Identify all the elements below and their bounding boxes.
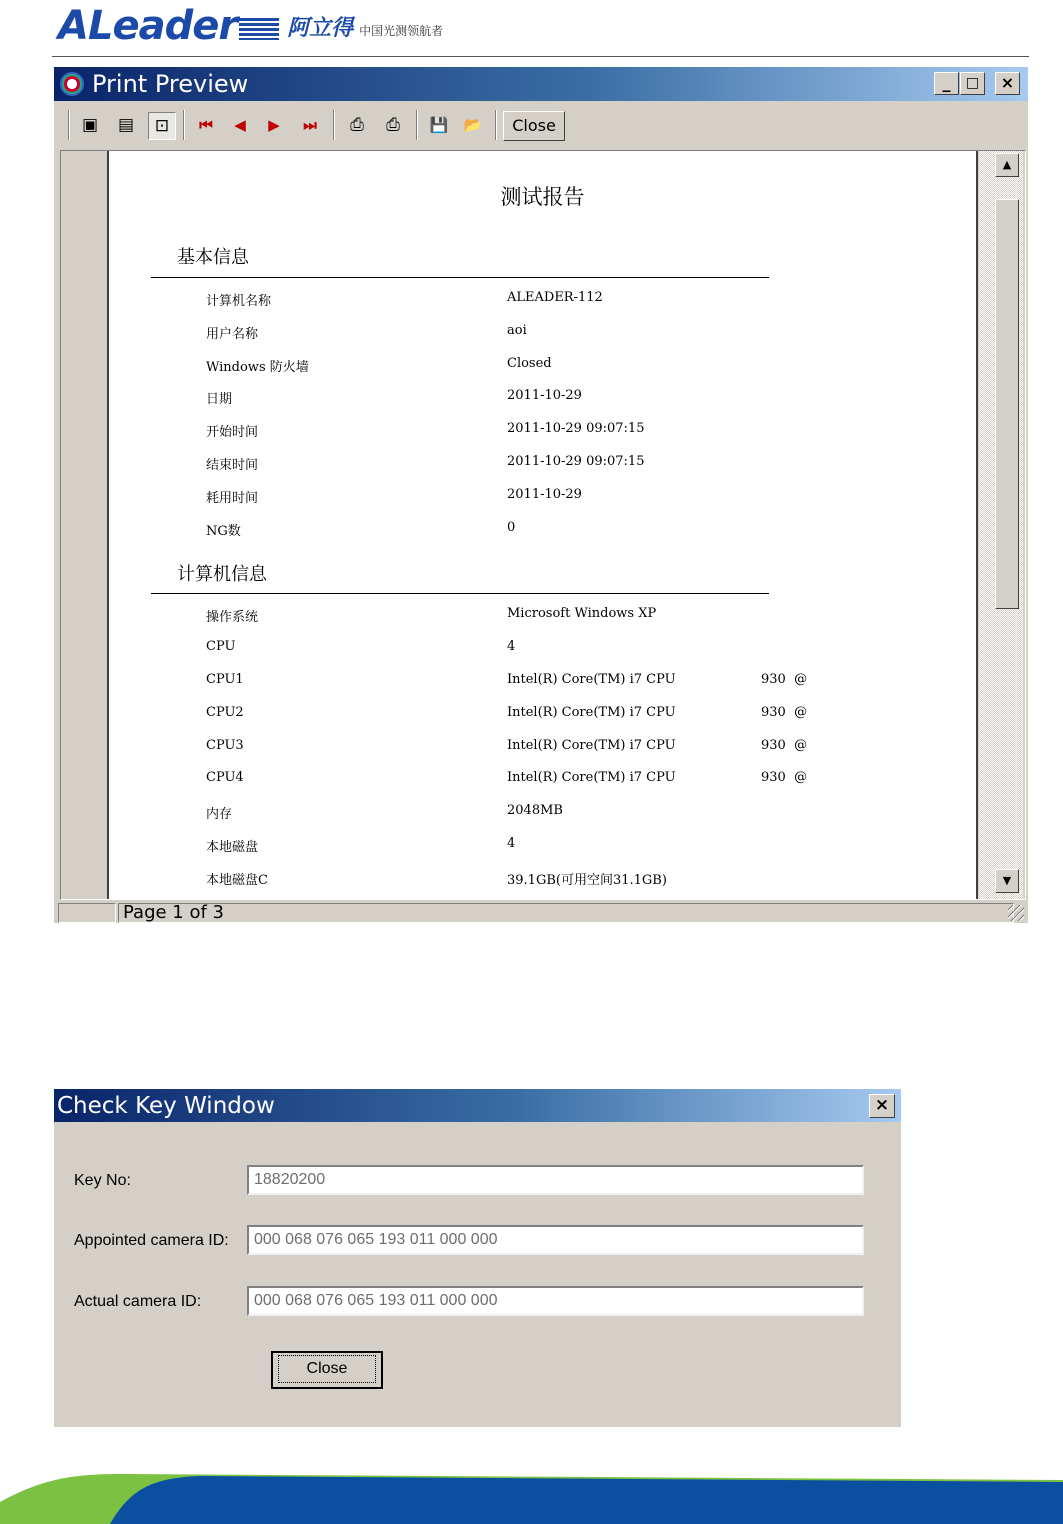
section-rule	[151, 277, 769, 278]
footer-swoosh	[0, 1440, 1063, 1524]
print-preview-window	[54, 67, 1028, 923]
scroll-down-icon[interactable]: ▼	[995, 869, 1019, 893]
minimize-button[interactable]: _	[934, 72, 959, 95]
report-row	[109, 803, 976, 823]
report-row-label: CPU4	[206, 770, 244, 785]
maximize-button[interactable]: □	[960, 72, 985, 95]
save-icon[interactable]: 💾	[429, 116, 449, 134]
company-logo	[58, 4, 443, 48]
report-row	[109, 454, 976, 474]
previous-page-icon[interactable]: ◀	[234, 116, 246, 134]
report-row-label: NG数	[206, 524, 241, 539]
report-row-extra: 930 @	[761, 770, 808, 785]
print-icon[interactable]: ⎙	[386, 115, 400, 135]
resize-grip-icon[interactable]	[1008, 905, 1024, 921]
report-row-label: 本地磁盘C	[206, 873, 268, 888]
report-row-label: CPU	[206, 639, 236, 654]
logo-tagline: 中国光测领航者	[359, 24, 444, 38]
vertical-scrollbar[interactable]	[979, 151, 1023, 899]
toolbar-separator	[68, 110, 70, 140]
scroll-up-icon[interactable]: ▲	[995, 153, 1019, 177]
header-divider	[52, 56, 1029, 57]
report-page	[109, 151, 978, 899]
page-view-icon[interactable]: ▣	[81, 115, 99, 135]
print-preview-title: Print Preview	[92, 70, 249, 98]
report-row-value: Intel(R) Core(TM) i7 CPU	[507, 738, 676, 753]
toolbar-separator	[333, 110, 335, 140]
report-row	[109, 290, 976, 310]
report-row-label: 操作系统	[206, 610, 259, 625]
report-row-value: aoi	[507, 323, 527, 338]
print-setup-icon[interactable]: ⎙	[350, 115, 364, 135]
report-row-value: 2011-10-29	[507, 487, 582, 502]
report-row-extra: 930 @	[761, 705, 808, 720]
page-gutter	[61, 151, 109, 899]
toolbar-separator	[183, 110, 185, 140]
close-button-label: Close	[278, 1355, 376, 1383]
actual-camera-id-label: Actual camera ID:	[74, 1293, 202, 1310]
report-row	[109, 705, 976, 725]
report-row-value: 2011-10-29 09:07:15	[507, 421, 645, 436]
report-row	[109, 388, 976, 408]
list-view-icon[interactable]: ▤	[117, 115, 135, 135]
close-icon[interactable]: ×	[869, 1094, 895, 1118]
appointed-camera-id-label: Appointed camera ID:	[74, 1232, 229, 1249]
check-key-title-bar[interactable]	[54, 1089, 901, 1122]
report-row-label: 内存	[206, 807, 233, 822]
preview-close-button[interactable]: Close	[503, 111, 565, 141]
logo-chinese-name: 阿立得	[287, 16, 354, 41]
report-row-value: 2048MB	[507, 803, 563, 818]
report-row-label: 结束时间	[206, 458, 259, 473]
report-row-label: CPU3	[206, 738, 244, 753]
print-preview-title-bar[interactable]	[54, 67, 1028, 101]
status-cell	[58, 903, 116, 923]
report-section-heading: 计算机信息	[177, 564, 267, 585]
report-row	[109, 738, 976, 758]
report-row	[109, 421, 976, 441]
report-row-value: Intel(R) Core(TM) i7 CPU	[507, 672, 676, 687]
check-key-title: Check Key Window	[57, 1093, 275, 1119]
report-title: 测试报告	[500, 185, 585, 209]
next-page-icon[interactable]: ▶	[268, 116, 280, 134]
preview-viewport	[60, 150, 1026, 900]
report-row-value: 4	[507, 836, 516, 851]
last-page-icon[interactable]: ⏭	[303, 116, 317, 134]
report-row-value: 2011-10-29 09:07:15	[507, 454, 645, 469]
app-icon	[60, 72, 84, 96]
report-section-heading: 基本信息	[177, 247, 249, 268]
actual-camera-id-field[interactable]	[247, 1286, 864, 1316]
report-row-value: 4	[507, 639, 516, 654]
report-row-value: 0	[507, 520, 516, 535]
section-rule	[151, 593, 769, 594]
report-row-label: 计算机名称	[206, 294, 272, 309]
logo-stripes	[239, 18, 279, 40]
report-row-extra: 930 @	[761, 738, 808, 753]
toolbar-separator	[416, 110, 418, 140]
check-key-window	[54, 1089, 901, 1427]
report-row-value: 39.1GB(可用空间31.1GB)	[507, 873, 667, 888]
report-row	[109, 639, 976, 659]
page-indicator: Page 1 of 3	[118, 903, 1014, 923]
close-window-button[interactable]: ×	[995, 72, 1020, 95]
report-row	[109, 672, 976, 692]
report-row-label: 用户名称	[206, 327, 259, 342]
status-bar	[54, 901, 1028, 923]
report-row	[109, 869, 976, 889]
report-row	[109, 323, 976, 343]
report-row	[109, 606, 976, 626]
report-row-label: 本地磁盘	[206, 840, 259, 855]
preview-toolbar	[54, 104, 1028, 148]
report-row-value: Closed	[507, 356, 552, 371]
scrollbar-thumb[interactable]	[995, 199, 1019, 609]
report-row-label: CPU1	[206, 672, 244, 687]
check-key-close-button[interactable]	[271, 1351, 383, 1389]
report-row-value: Intel(R) Core(TM) i7 CPU	[507, 770, 676, 785]
report-row	[109, 836, 976, 856]
report-row-value: Microsoft Windows XP	[507, 606, 657, 621]
report-row-extra: 930 @	[761, 672, 808, 687]
fit-page-icon[interactable]: ⊡	[148, 112, 176, 140]
report-row	[109, 356, 976, 376]
report-row	[109, 487, 976, 507]
report-row-label: Windows 防火墙	[206, 360, 309, 375]
report-row	[109, 520, 976, 540]
report-row-label: CPU2	[206, 705, 244, 720]
open-folder-icon[interactable]: 📂	[463, 116, 483, 134]
toolbar-separator	[495, 110, 497, 140]
report-row-label: 开始时间	[206, 425, 259, 440]
appointed-camera-id-field[interactable]	[247, 1225, 864, 1255]
report-row-label: 日期	[206, 392, 233, 407]
key-no-label: Key No:	[74, 1172, 131, 1189]
report-row	[109, 770, 976, 790]
report-row-label: 耗用时间	[206, 491, 259, 506]
report-row-value: 2011-10-29	[507, 388, 582, 403]
first-page-icon[interactable]: ⏮	[199, 116, 213, 134]
report-row-value: Intel(R) Core(TM) i7 CPU	[507, 705, 676, 720]
logo-wordmark: ALeader	[58, 3, 238, 49]
report-row-value: ALEADER-112	[507, 290, 603, 305]
key-no-field[interactable]	[247, 1165, 864, 1195]
